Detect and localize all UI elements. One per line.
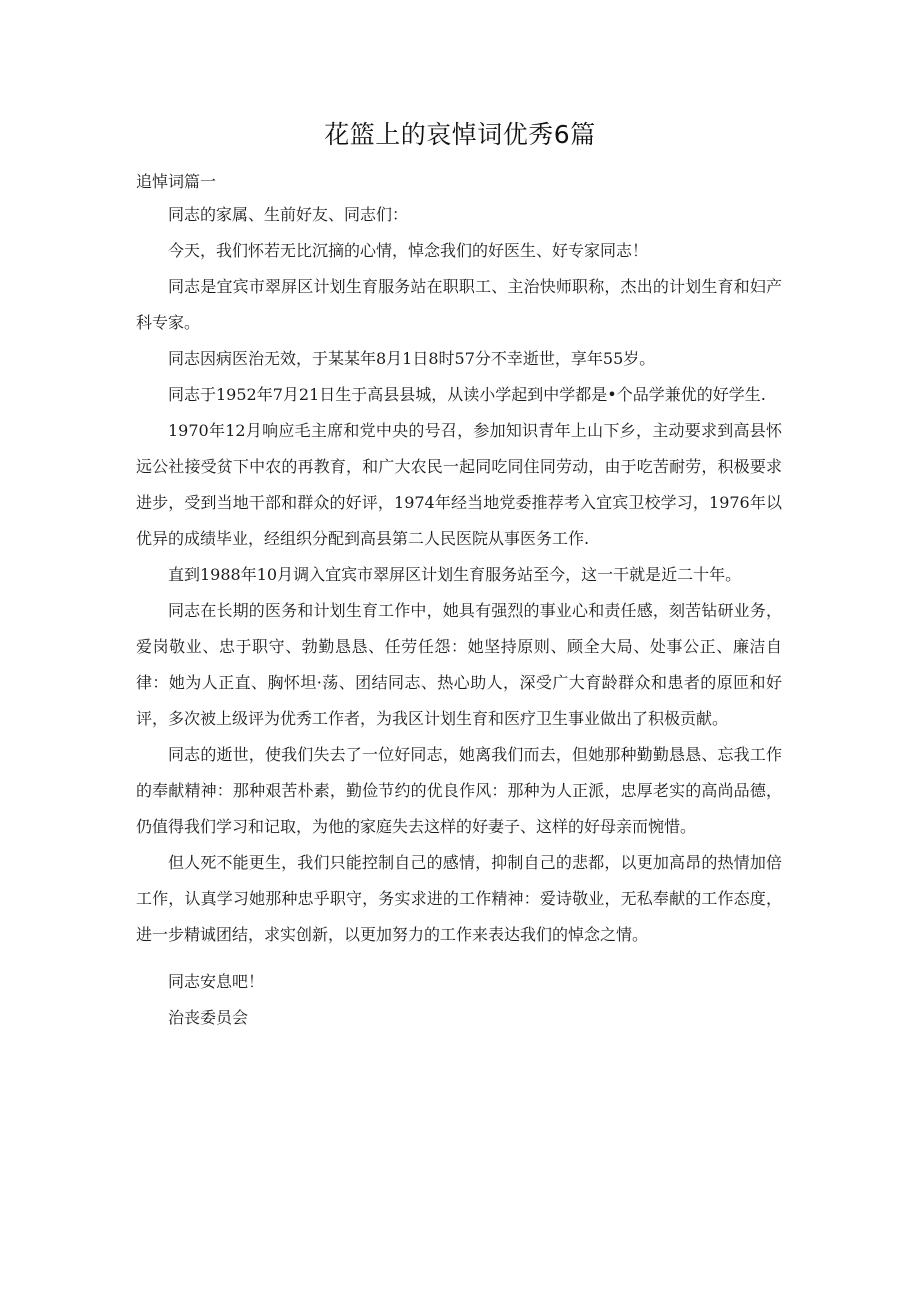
section-heading: 追悼词篇一 [136, 172, 217, 191]
paragraph-opening: 今天，我们怀若无比沉摘的心情，悼念我们的好医生、好专家同志！ [168, 241, 649, 260]
document-title: 花篮上的哀悼词优秀6篇 [324, 120, 596, 149]
closing-line: 同志安息吧！ [168, 972, 265, 991]
paragraph-salutation: 同志的家属、生前好友、同志们： [168, 205, 409, 224]
paragraph-birth: 同志于1952年7月21日生于高县县城，从读小学起到中学都是•个品学兼优的好学生. [168, 385, 766, 404]
signature: 治丧委员会 [168, 1008, 249, 1027]
paragraph-identity: 同志是宜宾市翠屏区计划生育服务站在职职工、主治快师职称，杰出的计划生育和妇产科专家。 [136, 277, 782, 332]
paragraph-death: 同志因病医治无效，于某某年8月1日8时57分不幸逝世，享年55岁。 [168, 349, 656, 368]
paragraph-resolve: 但人死不能更生，我们只能控制自己的感情，抑制自己的悲都，以更加高昂的热情加倍工作，认真学习她那种忠乎职守，务实求进的工作精神：爱诗敬业，无私奉献的工作态度，进一步精诚团结，求实创新，以更加努力的工作来表达我们的悼念之情。 [136, 853, 782, 944]
paragraph-legacy: 同志的逝世，使我们失去了一位好同志，她离我们而去，但她那种勤勤恳恳、忘我工作的奉献精神：那种艰苦朴素，勤俭节约的优良作风：那种为人正派，忠厚老实的高尚品德，仍值得我们学习和记取，为他的家庭失去这样的好妻子、这样的好母亲而惋惜。 [136, 745, 782, 836]
paragraph-achievements: 同志在长期的医务和计划生育工作中，她具有强烈的事业心和责任感，刻苦钻研业务，爱岗敬业、忠于职守、勃勤恳恳、任劳任怨：她坚持原则、顾全大局、处事公正、廉洁自律：她为人正直、胸怀坦·荡、团结同志、热心助人，深受广大育龄群众和患者的原匝和好评，多次被上级评为优秀工作者，为我区计划生育和医疗卫生事业做出了积极贡献。 [136, 601, 782, 728]
paragraph-transfer: 直到1988年10月调入宜宾市翠屏区计划生育服务站至今，这一干就是近二十年。 [168, 565, 742, 584]
document-body [136, 197, 782, 1036]
paragraph-early-career: 1970年12月响应毛主席和党中央的号召，参加知识青年上山下乡，主动要求到高县怀远公社接受贫下中农的再教育，和广大农民一起同吃同住同劳动，由于吃苦耐劳，积极要求进步，受到当地干部和群众的好评，1974年经当地党委推荐考入宜宾卫校学习，1976年以优异的成绩毕业，经组织分配到高县第二人民医院从事医务工作. [136, 421, 782, 548]
